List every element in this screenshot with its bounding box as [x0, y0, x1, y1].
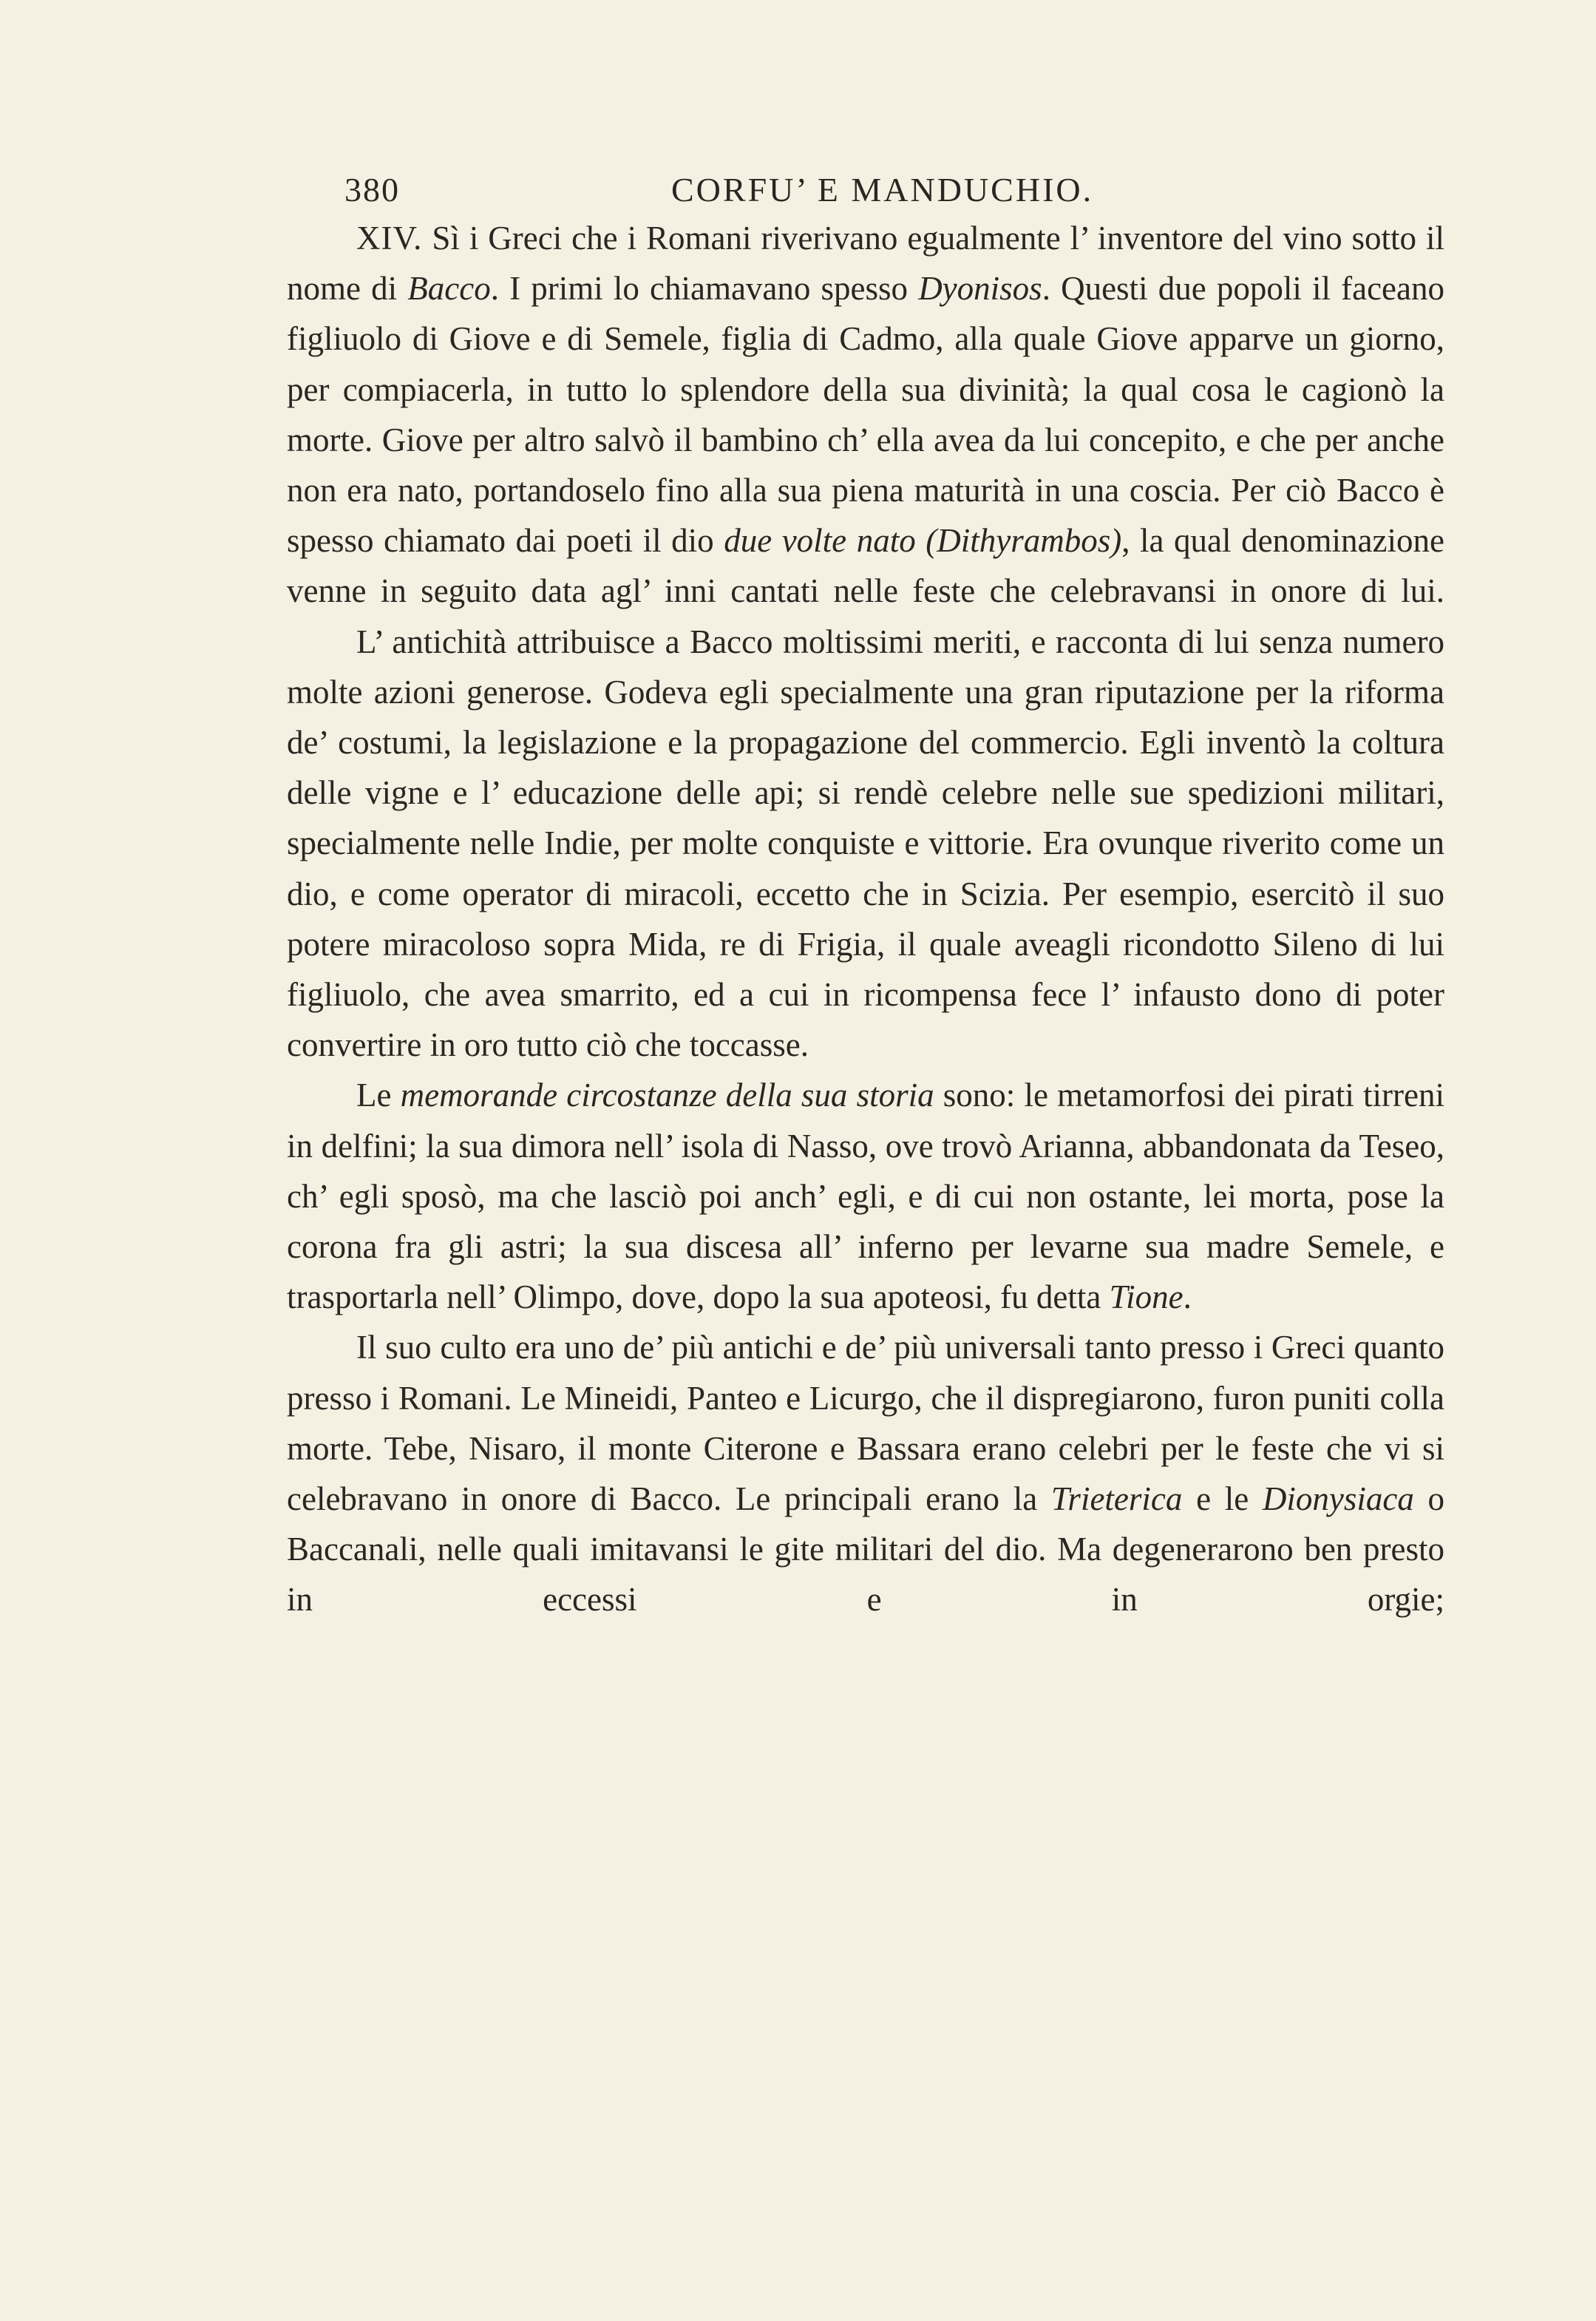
- running-head: CORFU’ E MANDUCHIO.: [671, 171, 1094, 209]
- text-run: Le: [356, 1077, 401, 1114]
- paragraph-section-xiv: [287, 213, 1444, 617]
- paragraph-memorande: [287, 1070, 1444, 1322]
- text-run: . I primi lo chiamavano spesso: [490, 270, 919, 308]
- book-page: [287, 164, 1444, 1625]
- text-run: L’ antichità attribuisce a Bacco moltissimi meriti, e racconta di lui senza numero molte azioni generose. Godeva egli specialmente una gran riputazione per la riforma de’ costumi, la legislazione e la propagazione del commercio. Egli inventò la coltura delle vigne e l’ educazione delle api; si rendè celebre nelle sue spedizioni militari, specialmente nelle Indie, per molte conquiste e vittorie. Era ovunque riverito come un dio, e come operator di miracoli, eccetto che in Scizia. Per esempio, esercitò il suo potere miracoloso sopra Mida, re di Frigia, il quale aveagli ricondotto Sileno di lui figliuolo, che avea smarrito, ed a cui in ricompensa fece l’ infausto dono di poter convertire in oro tutto ciò che toccasse.: [287, 623, 1444, 1064]
- italic-term-dyonisos: Dyonisos: [918, 270, 1042, 308]
- text-run: Sì i Greci che i Romani riverivano egualmente l’ inventore del vino sotto il nome di: [287, 220, 1444, 308]
- italic-term-trieterica: Trieterica: [1050, 1480, 1183, 1518]
- body-text: [287, 213, 1444, 1625]
- italic-term-dionysiaca: Dionysiaca: [1262, 1480, 1414, 1518]
- text-run: . Questi due popoli il faceano figliuolo di Giove e di Semele, figlia di Cadmo, alla quale Giove apparve un giorno, per compiacerla, in tutto lo splendore della sua divinità; la qual cosa le cagionò la morte. Giove per altro salvò il bambino ch’ ella avea da lui concepito, e che per anche non era nato, portandoselo fino alla sua piena maturità in una coscia. Per ciò Bacco è spesso chiamato dai poeti il dio: [287, 270, 1444, 560]
- page-header: [287, 164, 1444, 213]
- page-number: 380: [344, 171, 400, 209]
- text-run: , la qual denominazione venne in seguito data agl’ inni cantati nelle feste che celebravansi in onore di lui.: [287, 522, 1444, 610]
- italic-phrase-memorande: memorande circostanze della sua storia: [400, 1077, 934, 1114]
- text-run: .: [1183, 1278, 1192, 1316]
- text-run: Il suo culto era uno de’ più antichi e de’ più universali tanto presso i Greci quanto presso i Romani. Le Mineidi, Panteo e Licurgo, che il dispregiarono, furon puniti colla morte. Tebe, Nisaro, il monte Citerone e Bassara erano celebri per le feste che vi si celebravano in onore di Bacco. Le principali erano la: [287, 1329, 1444, 1518]
- paragraph-culto: [287, 1322, 1444, 1624]
- text-run: e le: [1182, 1480, 1263, 1518]
- section-number: XIV.: [356, 220, 423, 257]
- italic-term-dithyrambos: due volte nato (Dithyrambos): [724, 522, 1122, 560]
- text-run: o Baccanali, nelle quali imitavansi le gite militari del dio. Ma degenerarono ben presto in eccessi e in orgie;: [287, 1480, 1445, 1619]
- italic-term-bacco: Bacco: [407, 270, 491, 308]
- paragraph-antichita: [287, 617, 1444, 1071]
- italic-term-tione: Tione: [1109, 1278, 1184, 1316]
- text-run: sono: le metamorfosi dei pirati tirreni in delfini; la sua dimora nell’ isola di Nasso, ove trovò Arianna, abbandonata da Teseo, ch’ egli sposò, ma che lasciò poi anch’ egli, e di cui non ostante, lei morta, pose la corona fra gli astri; la sua discesa all’ inferno per levarne sua madre Semele, e trasportarla nell’ Olimpo, dove, dopo la sua apoteosi, fu detta: [287, 1077, 1444, 1316]
